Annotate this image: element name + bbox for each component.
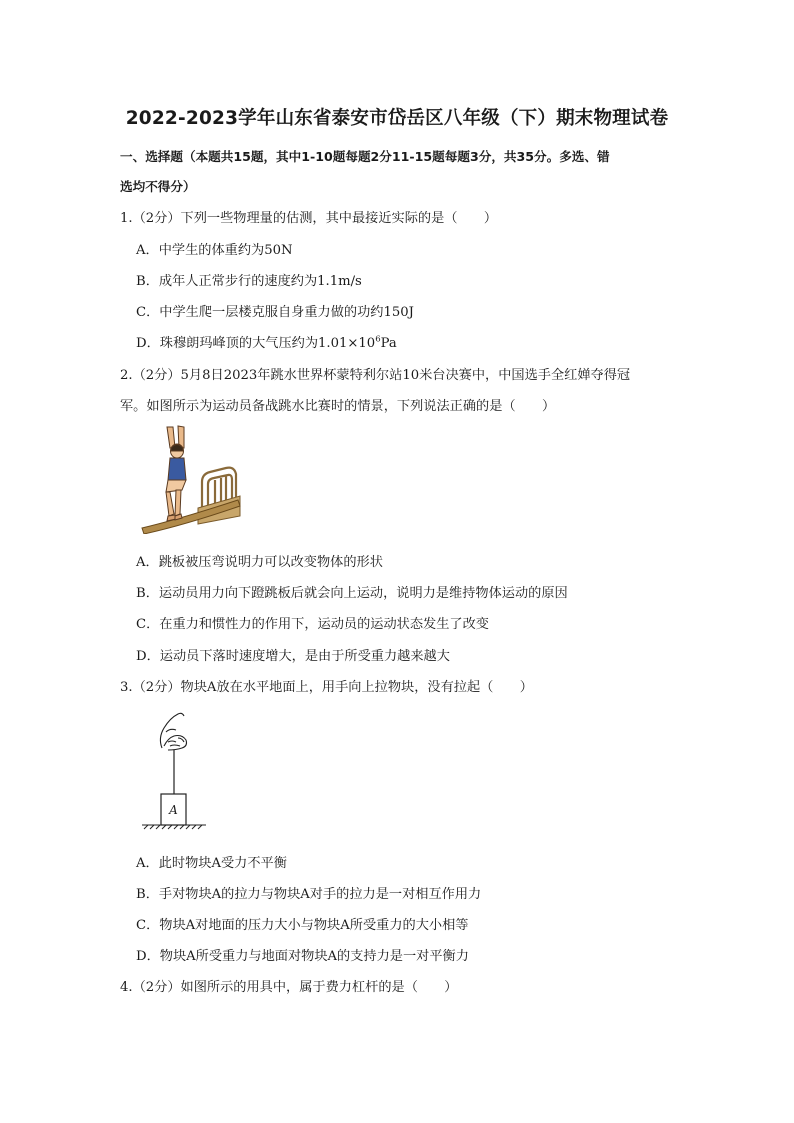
question-3-option-d: D．物块A所受重力与地面对物块A的支持力是一对平衡力 (136, 949, 469, 964)
question-3-option-a: A．此时物块A受力不平衡 (136, 856, 287, 871)
question-2-option-b: B．运动员用力向下蹬跳板后就会向上运动，说明力是维持物体运动的原因 (136, 586, 568, 601)
question-1-option-b: B．成年人正常步行的速度约为1.1m/s (136, 274, 362, 289)
hand-pulling-block-figure (138, 708, 213, 832)
question-2-option-a: A．跳板被压弯说明力可以改变物体的形状 (136, 555, 383, 570)
question-3-option-b: B．手对物块A的拉力与物块A对手的拉力是一对相互作用力 (136, 887, 482, 902)
block-a-label: A (169, 803, 178, 817)
question-1-stem: 1.（2分）下列一些物理量的估测，其中最接近实际的是（ ） (120, 211, 498, 226)
question-4-stem: 4.（2分）如图所示的用具中，属于费力杠杆的是（ ） (120, 980, 458, 995)
diver (166, 426, 186, 521)
question-1-option-c: C．中学生爬一层楼克服自身重力做的功约150J (136, 305, 414, 320)
question-2-stem-line-1: 2.（2分）5月8日2023年跳水世界杯蒙特利尔站10米台决赛中，中国选手全红婵夺得冠 (120, 368, 631, 383)
option-d-text: D．珠穆朗玛峰顶的大气压约为1.01×10 (136, 336, 376, 351)
option-d-unit: Pa (380, 336, 397, 351)
section-heading-line-1: 一、选择题（本题共15题，其中1-10题每题2分11-15题每题3分，共35分。多选、错 (120, 149, 610, 164)
question-2-option-d: D．运动员下落时速度增大，是由于所受重力越来越大 (136, 649, 450, 664)
question-1-option-d (136, 332, 397, 351)
question-1-option-a: A．中学生的体重约为50N (136, 243, 293, 258)
exam-title: 2022-2023学年山东省泰安市岱岳区八年级（下）期末物理试卷 (125, 108, 669, 129)
question-3-stem: 3.（2分）物块A放在水平地面上，用手向上拉物块，没有拉起（ ） (120, 680, 533, 695)
question-2-option-c: C．在重力和惯性力的作用下，运动员的运动状态发生了改变 (136, 617, 489, 632)
question-2-stem-line-2: 军。如图所示为运动员备战跳水比赛时的情景，下列说法正确的是（ ） (120, 399, 556, 414)
question-3-option-c: C．物块A对地面的压力大小与物块A所受重力的大小相等 (136, 918, 469, 933)
hand (160, 713, 186, 750)
diver-on-springboard-figure (140, 424, 245, 534)
option-d-exponent: 6 (375, 334, 381, 345)
section-heading-line-2: 选均不得分） (120, 179, 196, 194)
